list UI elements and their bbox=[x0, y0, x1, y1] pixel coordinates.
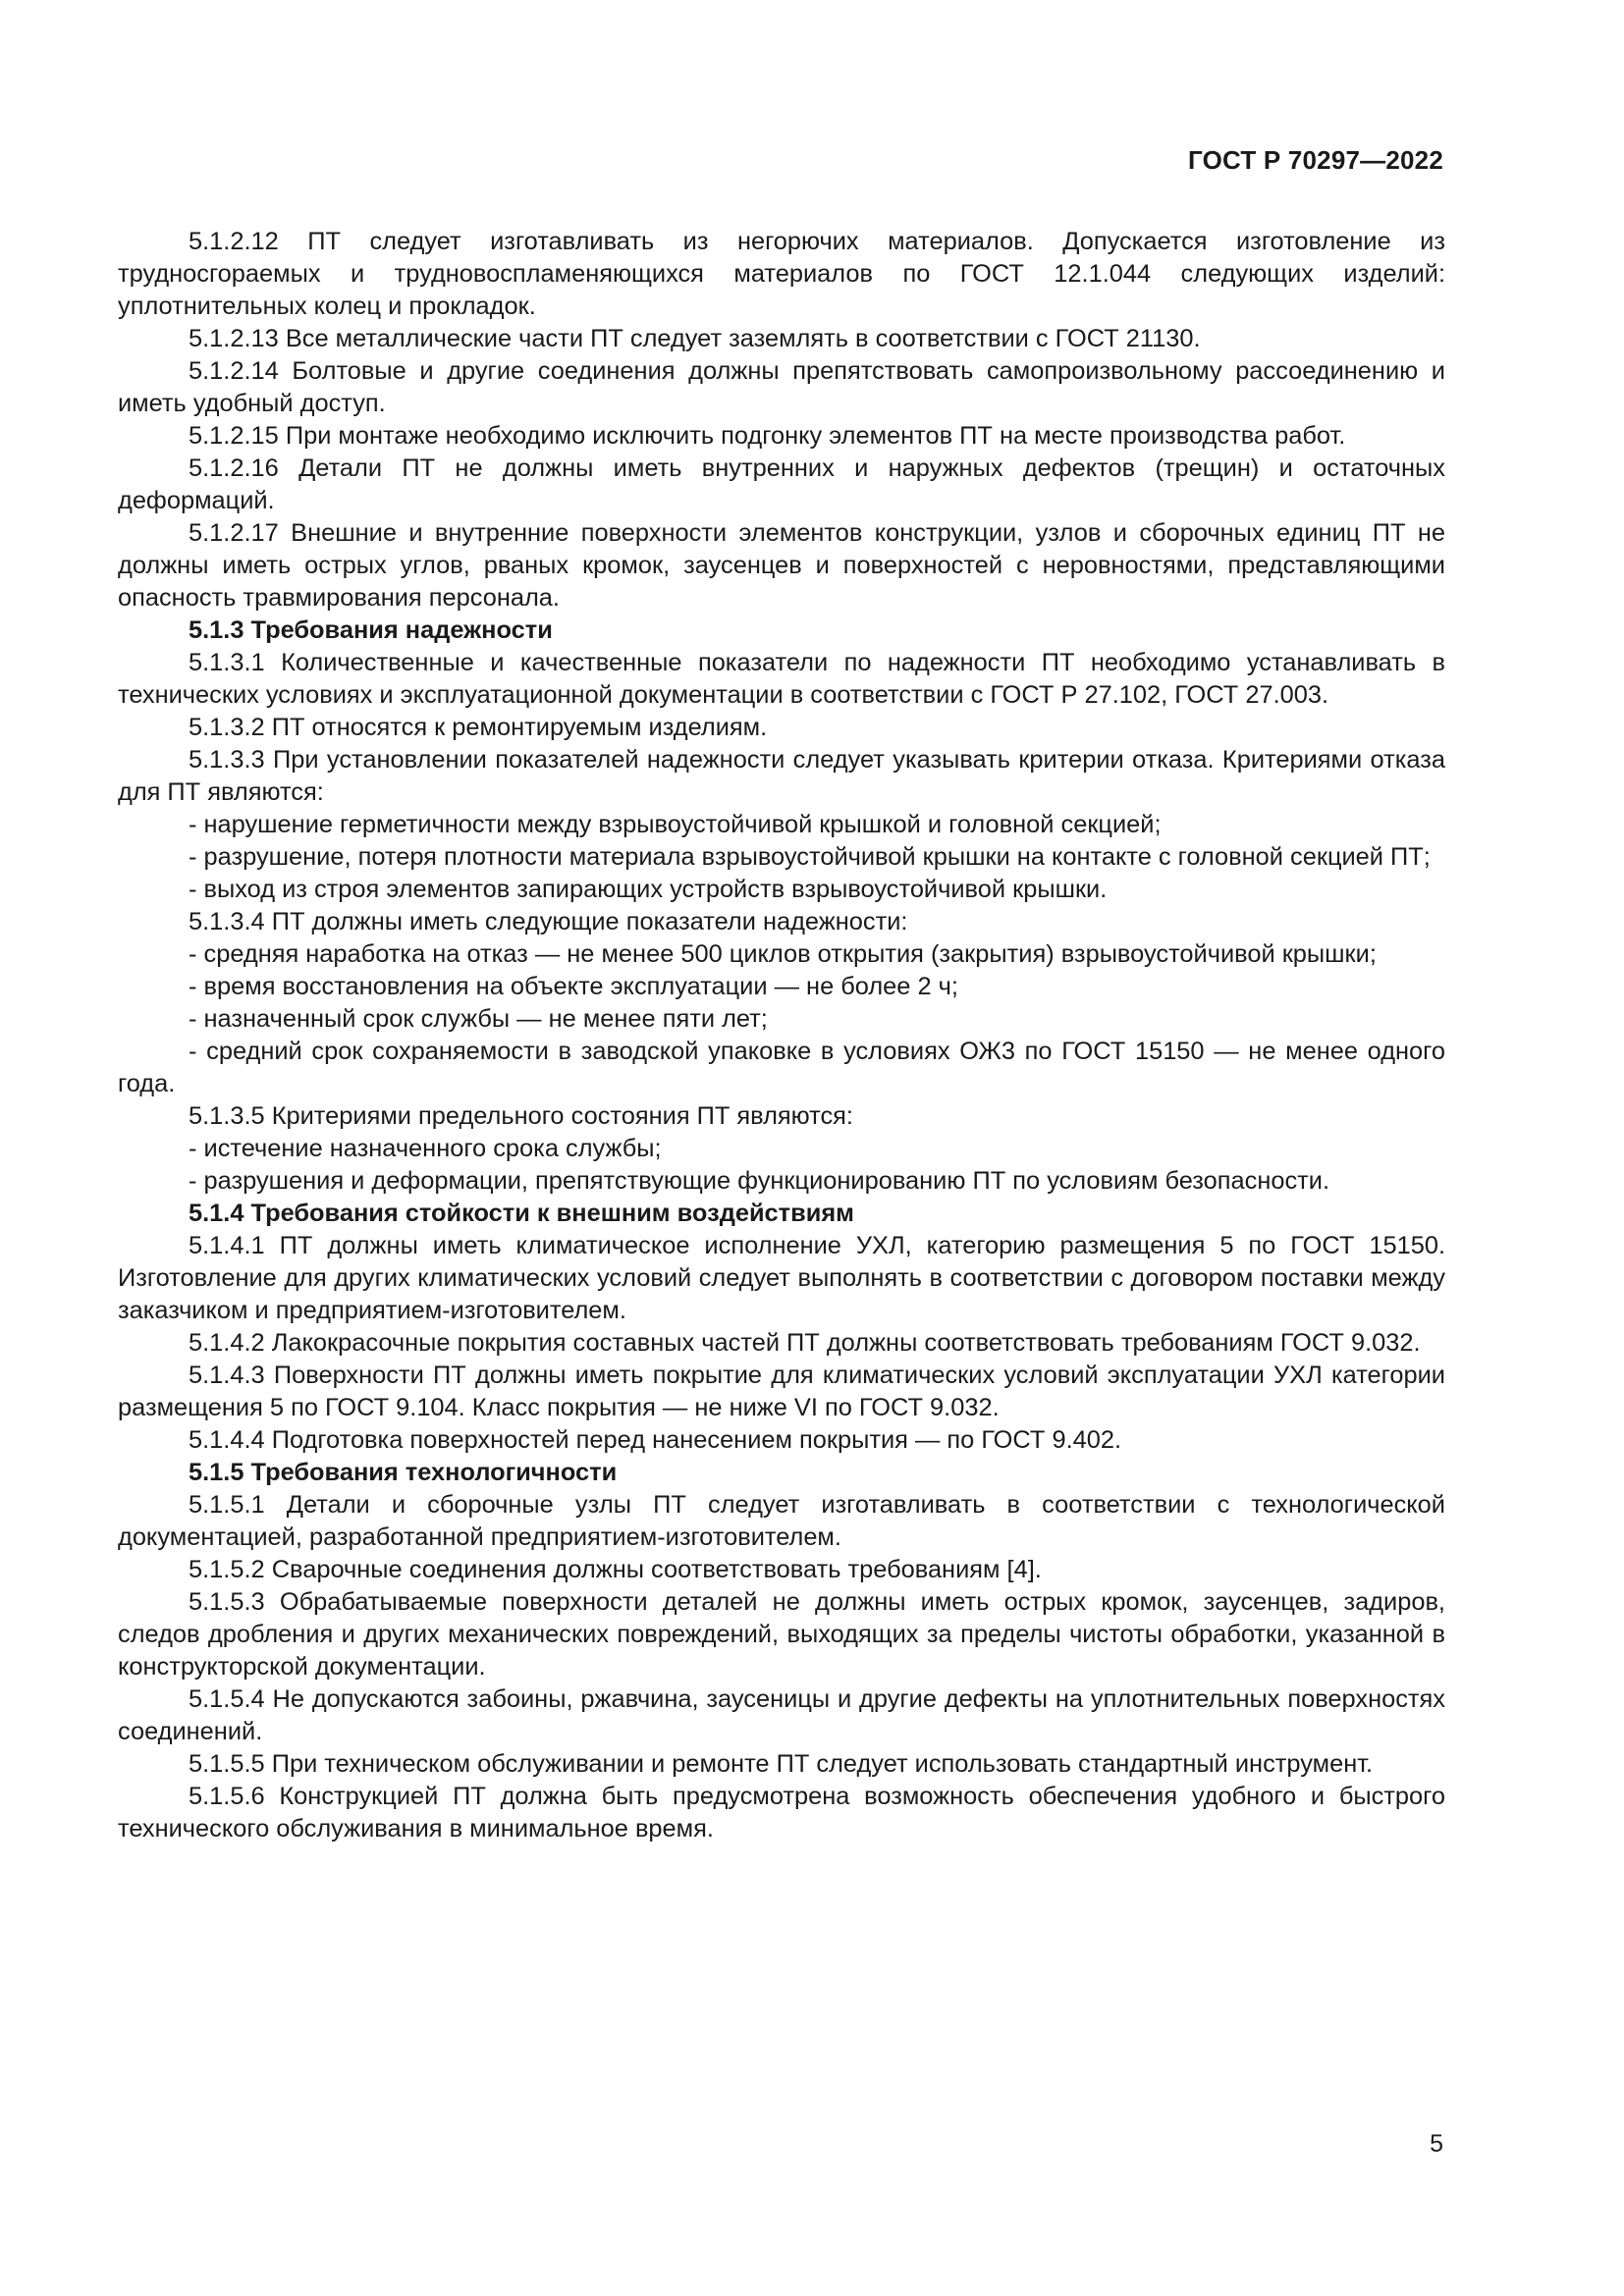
paragraph: 5.1.5.4 Не допускаются забоины, ржавчина, заусеницы и другие дефекты на уплотнительных поверхностях соединений. bbox=[118, 1685, 1445, 1745]
paragraph: 5.1.5.1 Детали и сборочные узлы ПТ следует изготавливать в соответствии с технологической документацией, разработанной предприятием-изготовителем. bbox=[118, 1491, 1445, 1551]
paragraph: - разрушение, потеря плотности материала взрывоустойчивой крышки на контакте с головной секцией ПТ; bbox=[189, 843, 1431, 871]
paragraph: 5.1.4.4 Подготовка поверхностей перед нанесением покрытия — по ГОСТ 9.402. bbox=[189, 1426, 1122, 1454]
paragraph: - нарушение герметичности между взрывоустойчивой крышкой и головной секцией; bbox=[189, 811, 1162, 838]
section-heading: 5.1.3 Требования надежности bbox=[189, 616, 553, 644]
paragraph: 5.1.3.3 При установлении показателей надежности следует указывать критерии отказа. Критериями отказа для ПТ являются: bbox=[118, 746, 1445, 806]
paragraph: 5.1.5.3 Обрабатываемые поверхности деталей не должны иметь острых кромок, заусенцев, задиров, следов дробления и других механических повреждений, выходящих за пределы чистоты обработки, указанной в конструкторской документации. bbox=[118, 1588, 1445, 1681]
paragraph: 5.1.2.14 Болтовые и другие соединения должны препятствовать самопроизвольному рассоединению и иметь удобный доступ. bbox=[118, 357, 1445, 417]
paragraph: 5.1.3.4 ПТ должны иметь следующие показатели надежности: bbox=[189, 908, 908, 935]
paragraph: - разрушения и деформации, препятствующие функционированию ПТ по условиям безопасности. bbox=[189, 1167, 1330, 1195]
paragraph: - назначенный срок службы — не менее пяти лет; bbox=[189, 1005, 768, 1033]
paragraph: - средняя наработка на отказ — не менее 500 циклов открытия (закрытия) взрывоустойчивой крышки; bbox=[189, 940, 1377, 968]
document-header: ГОСТ Р 70297—2022 bbox=[1188, 145, 1443, 175]
page-number: 5 bbox=[1430, 2130, 1443, 2158]
paragraph: 5.1.2.15 При монтаже необходимо исключить подгонку элементов ПТ на месте производства работ. bbox=[189, 422, 1346, 450]
paragraph: 5.1.4.2 Лакокрасочные покрытия составных частей ПТ должны соответствовать требованиям ГОСТ 9.032. bbox=[189, 1329, 1421, 1357]
document-body bbox=[118, 226, 1445, 1845]
paragraph: - время восстановления на объекте эксплуатации — не более 2 ч; bbox=[189, 973, 958, 1000]
paragraph: 5.1.2.17 Внешние и внутренние поверхности элементов конструкции, узлов и сборочных единиц ПТ не должны иметь острых углов, рваных кромок, заусенцев и поверхностей с неровностями, представляющими опасность травмирования персонала. bbox=[118, 519, 1445, 612]
paragraph: 5.1.3.5 Критериями предельного состояния ПТ являются: bbox=[189, 1102, 853, 1130]
paragraph: - средний срок сохраняемости в заводской упаковке в условиях ОЖ3 по ГОСТ 15150 — не менее одного года. bbox=[118, 1038, 1445, 1097]
paragraph: 5.1.3.2 ПТ относятся к ремонтируемым изделиям. bbox=[189, 714, 768, 741]
paragraph: 5.1.5.5 При техническом обслуживании и ремонте ПТ следует использовать стандартный инструмент. bbox=[189, 1750, 1374, 1778]
section-heading: 5.1.4 Требования стойкости к внешним воздействиям bbox=[189, 1200, 854, 1227]
paragraph: 5.1.5.6 Конструкцией ПТ должна быть предусмотрена возможность обеспечения удобного и быстрого технического обслуживания в минимальное время. bbox=[118, 1783, 1445, 1842]
section-heading: 5.1.5 Требования технологичности bbox=[189, 1459, 618, 1486]
paragraph: - выход из строя элементов запирающих устройств взрывоустойчивой крышки. bbox=[189, 876, 1108, 903]
paragraph: 5.1.2.12 ПТ следует изготавливать из негорючих материалов. Допускается изготовление из трудносгораемых и трудновоспламеняющихся материалов по ГОСТ 12.1.044 следующих изделий: уплотнительных колец и прокладок. bbox=[118, 228, 1445, 320]
paragraph: 5.1.3.1 Количественные и качественные показатели по надежности ПТ необходимо устанавливать в технических условиях и эксплуатационной документации в соответствии с ГОСТ Р 27.102, ГОСТ 27.003. bbox=[118, 649, 1445, 709]
paragraph: 5.1.2.16 Детали ПТ не должны иметь внутренних и наружных дефектов (трещин) и остаточных деформаций. bbox=[118, 454, 1445, 514]
paragraph: 5.1.4.3 Поверхности ПТ должны иметь покрытие для климатических условий эксплуатации УХЛ категории размещения 5 по ГОСТ 9.104. Класс покрытия — не ниже VI по ГОСТ 9.032. bbox=[118, 1362, 1445, 1421]
paragraph: 5.1.2.13 Все металлические части ПТ следует заземлять в соответствии с ГОСТ 21130. bbox=[189, 325, 1201, 352]
paragraph: 5.1.4.1 ПТ должны иметь климатическое исполнение УХЛ, категорию размещения 5 по ГОСТ 15150. Изготовление для других климатических условий следует выполнять в соответствии с договором поставки между заказчиком и предприятием-изготовителем. bbox=[118, 1232, 1445, 1324]
paragraph: 5.1.5.2 Сварочные соединения должны соответствовать требованиям [4]. bbox=[189, 1556, 1042, 1583]
paragraph: - истечение назначенного срока службы; bbox=[189, 1135, 662, 1162]
